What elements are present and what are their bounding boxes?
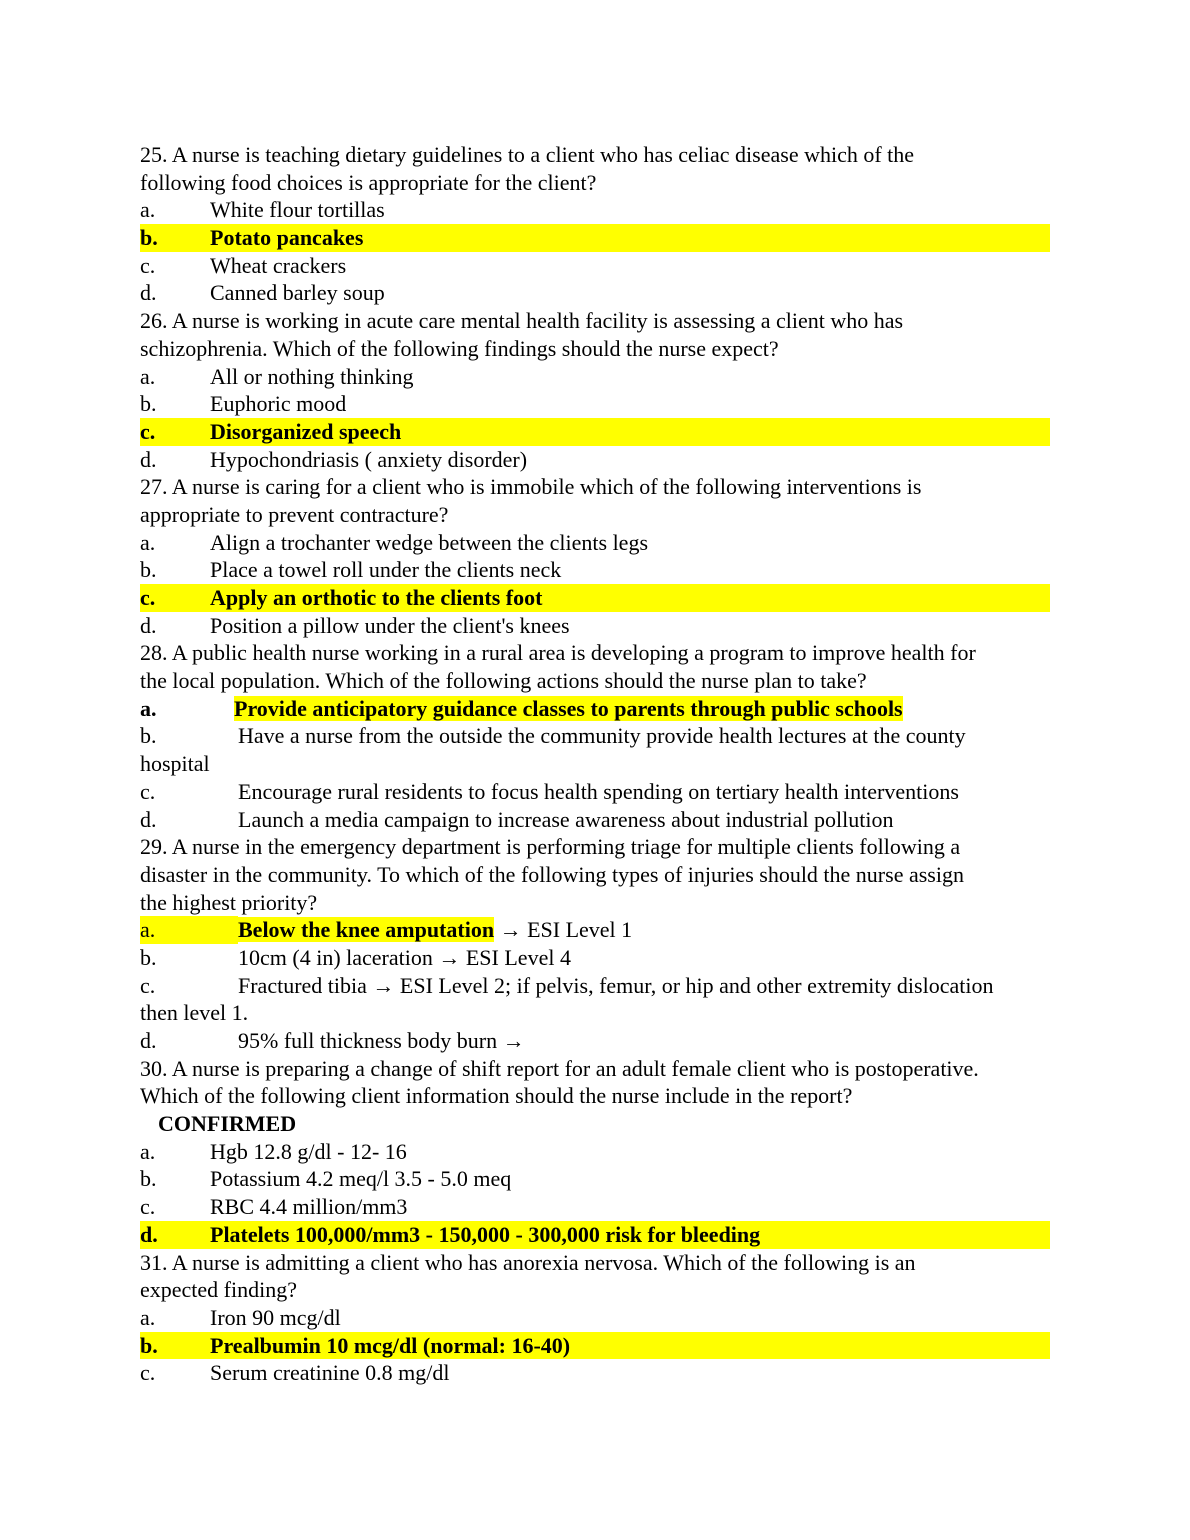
answer-option [140,1138,1050,1166]
answer-option [140,446,1050,474]
option-text: Fractured tibia → ESI Level 2; if pelvis, femur, or hip and other extremity dislocation [238,972,994,998]
option-text: Provide anticipatory guidance classes to parents through public schools [234,695,903,721]
answer-option [140,363,1050,391]
option-text: All or nothing thinking [210,363,414,389]
option-text: Hypochondriasis ( anxiety disorder) [210,446,528,472]
option-text: White flour tortillas [210,197,385,223]
question-stem: 31. A nurse is admitting a client who has anorexia nervosa. Which of the following is an [140,1249,916,1275]
answer-option [140,612,1050,640]
option-text: Encourage rural residents to focus health spending on tertiary health interventions [238,778,959,804]
option-text: Potassium 4.2 meq/l 3.5 - 5.0 meq [210,1166,512,1192]
option-letter: d. [140,280,157,306]
option-text: Euphoric mood [210,391,347,417]
option-letter: a. [140,1304,156,1330]
confirmed-label: CONFIRMED [158,1111,297,1137]
correct-answer-option [140,916,1050,944]
answer-option [140,390,1050,418]
question-stem: 28. A public health nurse working in a rural area is developing a program to improve health for [140,640,976,666]
answer-option [140,806,1050,834]
option-text: Iron 90 mcg/dl [210,1304,341,1330]
correct-answer-option [140,418,1050,446]
option-letter: a. [140,695,157,721]
option-letter: c. [140,1360,156,1386]
option-suffix: (normal: 16-40) [417,1332,571,1358]
option-letter: a. [140,363,156,389]
option-letter: c. [140,778,156,804]
option-letter: a. [140,916,238,944]
option-text: Launch a media campaign to increase awareness about industrial pollution [238,806,894,832]
question-stem: 27. A nurse is caring for a client who is immobile which of the following interventions is [140,474,922,500]
answer-option [140,972,1050,1000]
question-stem: Which of the following client information should the nurse include in the report? [140,1083,853,1109]
option-letter: d. [140,612,157,638]
question-stem: the highest priority? [140,889,318,915]
option-text: Position a pillow under the client's knees [210,612,570,638]
question-stem: disaster in the community. To which of the following types of injuries should the nurse assign [140,861,964,887]
option-letter: c. [140,418,156,444]
question-stem: schizophrenia. Which of the following findings should the nurse expect? [140,335,779,361]
answer-option [140,1359,1050,1387]
answer-option [140,1165,1050,1193]
question-stem: 26. A nurse is working in acute care mental health facility is assessing a client who has [140,308,904,334]
option-text: Disorganized speech [210,418,402,444]
option-continuation: hospital [140,751,210,777]
option-letter: a. [140,197,156,223]
option-text: 10cm (4 in) laceration → ESI Level 4 [238,944,571,970]
question-stem: appropriate to prevent contracture? [140,501,449,527]
option-text: Align a trochanter wedge between the clients legs [210,529,649,555]
option-text: Canned barley soup [210,280,385,306]
correct-answer-option [140,584,1050,612]
document-page [140,141,1050,1387]
option-letter: d. [140,1028,157,1053]
option-letter: b. [140,557,157,583]
option-text: Place a towel roll under the clients neck [210,557,562,583]
option-text: Potato pancakes [210,225,364,251]
option-text: Apply an orthotic to the clients foot [210,585,543,610]
option-text: Have a nurse from the outside the community provide health lectures at the county [238,723,966,749]
question-stem: expected finding? [140,1277,297,1303]
option-letter: c. [140,585,156,610]
option-text: Serum creatinine 0.8 mg/dl [210,1360,450,1386]
answer-option [140,279,1050,307]
option-letter: a. [140,529,156,555]
answer-option [140,556,1050,584]
option-letter: b. [140,225,158,251]
answer-option [140,778,1050,806]
answer-option [140,1027,1050,1055]
question-stem: 30. A nurse is preparing a change of shift report for an adult female client who is postoperative. [140,1055,979,1081]
correct-answer-option [140,1332,1050,1360]
question-stem: 29. A nurse in the emergency department is performing triage for multiple clients following a [140,834,961,860]
option-text: Platelets 100,000/mm3 - 150,000 - 300,000 risk for bleeding [210,1221,761,1247]
answer-option [140,529,1050,557]
answer-option [140,944,1050,972]
option-text: Wheat crackers [210,252,347,278]
option-letter: b. [140,391,157,417]
option-text: RBC 4.4 million/mm3 [210,1194,408,1220]
correct-answer-option [140,224,1050,252]
option-letter: b. [140,723,157,749]
correct-answer-option [140,695,1050,723]
option-letter: d. [140,446,157,472]
option-letter: c. [140,1194,156,1220]
option-continuation: then level 1. [140,1000,249,1026]
option-suffix: → ESI Level 1 [494,917,633,943]
option-letter: d. [140,806,157,832]
option-text: Below the knee amputation [238,917,495,943]
answer-option [140,722,1050,750]
option-text: 95% full thickness body burn → [238,1028,525,1053]
correct-answer-option [140,1221,1050,1249]
answer-option [140,1304,1050,1332]
option-letter: c. [140,252,156,278]
option-letter: c. [140,972,156,998]
option-text: Hgb 12.8 g/dl - 12- 16 [210,1138,407,1164]
option-text: Prealbumin 10 mcg/dl [210,1332,418,1358]
option-letter: b. [140,1166,157,1192]
answer-option [140,196,1050,224]
option-letter: a. [140,1138,156,1164]
answer-option [140,252,1050,280]
option-letter: b. [140,1332,158,1358]
question-stem: following food choices is appropriate for the client? [140,169,597,195]
option-letter: d. [140,1221,158,1247]
question-stem: 25. A nurse is teaching dietary guidelines to a client who has celiac disease which of the [140,142,915,167]
option-letter: b. [140,944,157,970]
question-stem: the local population. Which of the following actions should the nurse plan to take? [140,668,867,694]
answer-option [140,1193,1050,1221]
